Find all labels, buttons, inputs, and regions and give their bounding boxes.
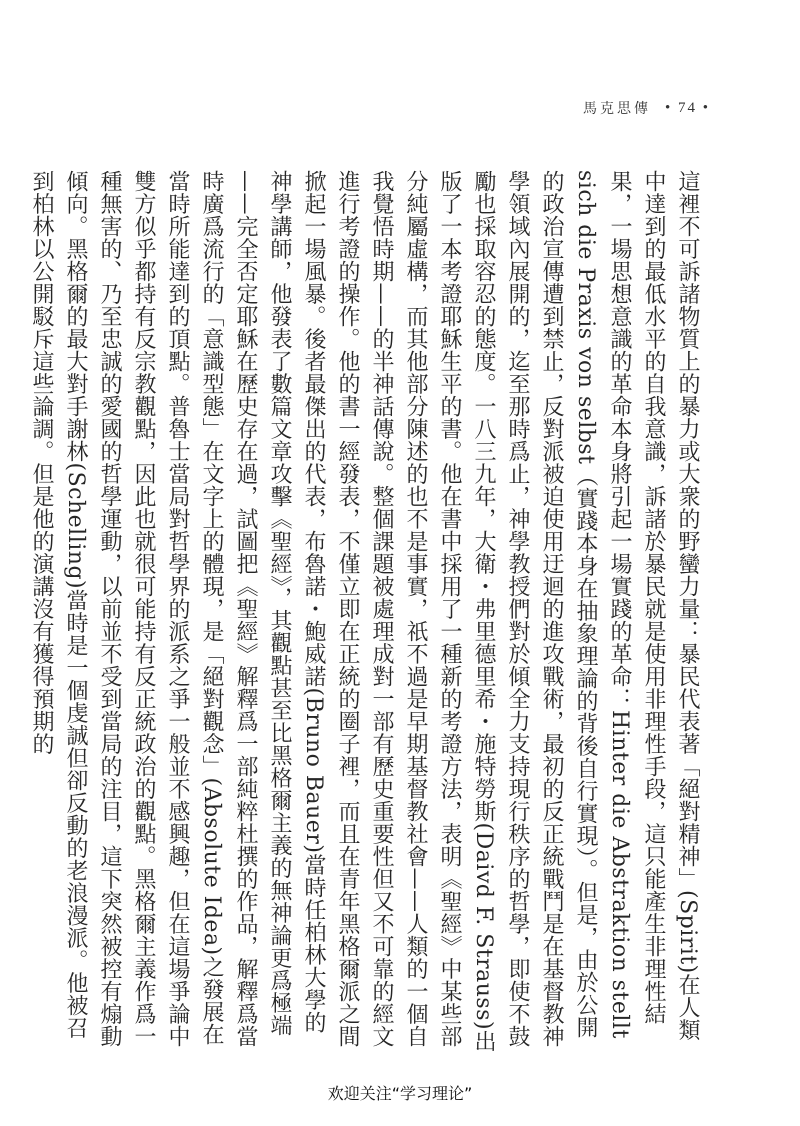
- book-title: 馬克思傳: [582, 101, 651, 117]
- body-text-vertical: [29, 170, 704, 1055]
- footer-watermark: 欢迎关注“学习理论”: [327, 1084, 473, 1103]
- paragraph: 這裡不可訴諸物質上的暴力或大衆的野蠻力量：暴民代表著「絕對精神」(Spirit)在人類中達到的最低水平的自我意識，訴諸於暴民就是使用非理性手段，這只能產生非理性結果，一場思想意識的革命本身將引起一場實踐的革命：Hinter die Abstraktion stellt sich die Praxis von selbst（實踐本身在抽象理論的背後自行實現）。但是，由於公開的政治宣傳遭到禁止，反對派被迫使用迂迴的進攻戰術，最初的反正統戰鬥是在基督教神學領域內展開的，迄至那時爲止，神學教授們對於傾全力支持現行秩序的哲學，即使不鼓勵也採取容忍的態度。一八三九年，大衛・弗里德里希・施特勞斯(Daivd F. Strauss)出版了一本考證耶穌生平的書。他在書中採用了一種新的考證方法，表明《聖經》中某些部分純屬虛構，而其他部分陳述的也不是事實，祇不過是早期基督教社會——人類的一個自我覺悟時期——的半神話傳說。整個課題被處理成對一部有歷史重要性但又不可靠的經文進行考證的操作。他的書一經發表，不僅立即在正統的圈子裡，而且在青年黑格爾派之間掀起一場風暴。後者最傑出的代表，布魯諾・鮑威諾(Bruno Bauer)當時任柏林大學的神學講師，他發表了數篇文章攻擊《聖經》，其觀點甚至比黑格爾主義的無神論更爲極端——完全否定耶穌在歷史存在過，試圖把《聖經》解釋爲一部純粹杜撰的作品，解釋爲當時廣爲流行的「意識型態」在文字上的體現，是「絕對觀念」(Absolute Idea)之發展在當時所能達到的頂點。普魯士當局對哲學界的派系之爭一般並不感興趣，但在這場爭論中雙方似乎都持有反宗教觀點，因此也就很可能持有反正統政治的觀點。黑格爾主義作爲一種無害的、乃至忠誠的愛國的哲學運動，以前並不受到當局的注目，這下突然被控有煽動傾向。黑格爾的最大對手謝林(Schelling)當時是一個虔誠但卻反動的老浪漫派。他被召到柏林以公開駁斥這些論調。但是他的演講沒有獲得預期的: [29, 170, 700, 1053]
- running-header: [583, 98, 710, 118]
- page-number: • 74 •: [664, 99, 710, 116]
